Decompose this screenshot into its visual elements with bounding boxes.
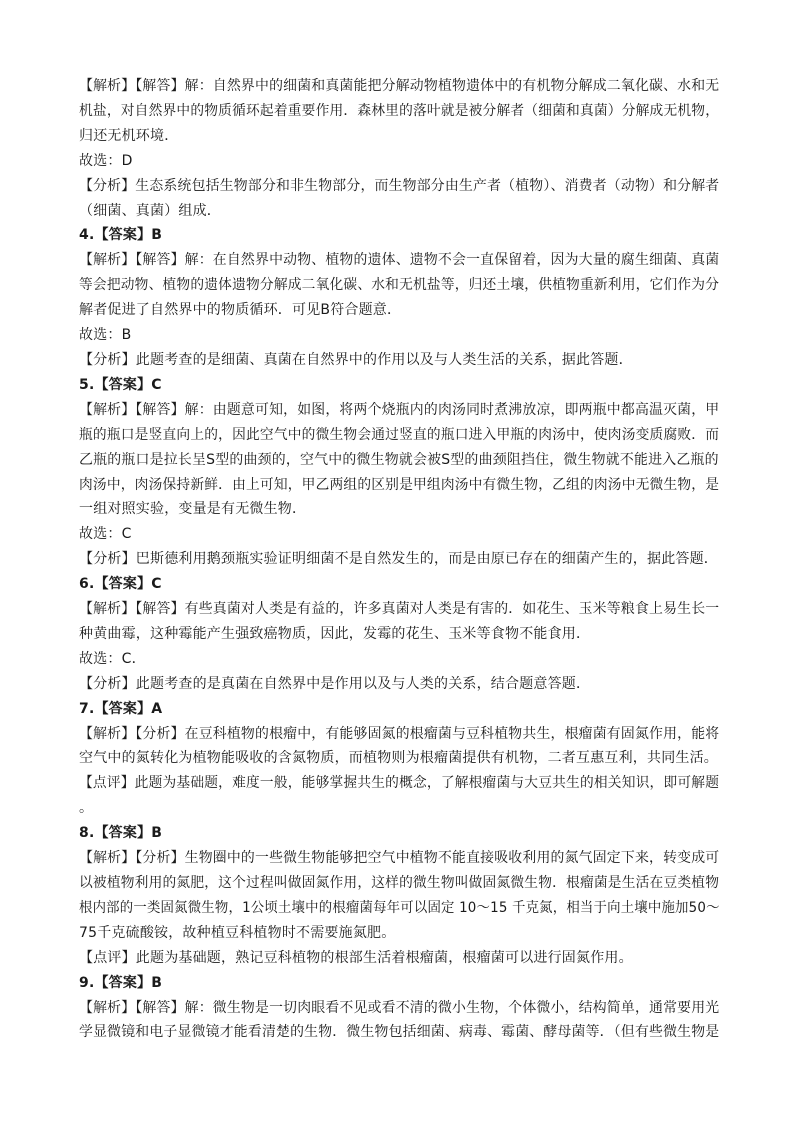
text-line: 【解析】【解答】解：微生物是一切肉眼看不见或看不清的微小生物，个体微小，结构简单，通常要用光 — [79, 999, 720, 1016]
answer-heading: 6.【答案】C — [79, 576, 162, 593]
text-line: 【解析】【分析】在豆科植物的根瘤中，有能够固氮的根瘤菌与豆科植物共生，根瘤菌有固氮作用，能将 — [79, 725, 720, 742]
text-line: 以被植物利用的氮肥，这个过程叫做固氮作用，这样的微生物叫做固氮微生物．根瘤菌是生活在豆类植物 — [79, 875, 720, 891]
answer-heading: 8.【答案】B — [79, 825, 163, 842]
answer-heading: 5.【答案】C — [79, 376, 162, 393]
text-line: 【解析】【解答】解：自然界中的细菌和真菌能把分解动物植物遗体中的有机物分解成二氧化碳、水和无 — [79, 78, 720, 94]
text-line: 【解析】【解答】有些真菌对人类是有益的，许多真菌对人类是有害的．如花生、玉米等粮食上易生长一 — [79, 601, 720, 618]
text-line: 【分析】此题考查的是细菌、真菌在自然界中的作用以及与人类生活的关系，据此答题． — [79, 351, 633, 368]
text-line: 故选：C． — [79, 650, 146, 667]
answer-heading: 9.【答案】B — [79, 974, 163, 991]
text-line: 等会把动物、植物的遗体遗物分解成二氧化碳、水和无机盐等，归还土壤，供植物重新利用，它们作为分 — [79, 277, 720, 294]
text-line: 学显微镜和电子显微镜才能看清楚的生物．微生物包括细菌、病毒、霉菌、酵母菌等．（但有些微生物是 — [79, 1024, 720, 1041]
text-line: 【解析】【分析】生物圈中的一些微生物能够把空气中植物不能直接吸收利用的氮气固定下来，转变成可 — [79, 850, 720, 867]
text-line: 瓶的瓶口是竖直向上的，因此空气中的微生物会通过竖直的瓶口进入甲瓶的肉汤中，使肉汤变质腐败．而 — [79, 426, 720, 443]
document-body — [79, 74, 719, 1045]
text-line: 机盐，对自然界中的物质循环起着重要作用．森林里的落叶就是被分解者（细菌和真菌）分解成无机物， — [79, 102, 720, 119]
text-line: 故选：C — [79, 526, 132, 543]
text-line: 【点评】此题为基础题，熟记豆科植物的根部生活着根瘤菌，根瘤菌可以进行固氮作用。 — [79, 949, 633, 966]
text-line: 归还无机环境． — [79, 127, 179, 144]
text-line: 【解析】【解答】解：由题意可知，如图，将两个烧瓶内的肉汤同时煮沸放凉，即两瓶中都高温灭菌，甲 — [79, 401, 720, 418]
text-line: 种黄曲霉，这种霉能产生强致癌物质，因此，发霉的花生、玉米等食物不能食用． — [79, 625, 591, 642]
text-line: 空气中的氮转化为植物能吸收的含氮物质，而植物则为根瘤菌提供有机物，二者互惠互利，共同生活。 — [79, 750, 718, 767]
text-line: 。 — [79, 800, 94, 817]
text-line: 肉汤中，肉汤保持新鲜．由上可知，甲乙两组的区别是甲组肉汤中有微生物，乙组的肉汤中无微生物，是 — [79, 476, 720, 493]
text-line: 【分析】此题考查的是真菌在自然界中是作用以及与人类的关系，结合题意答题． — [79, 675, 591, 692]
text-line: 解者促进了自然界中的物质循环．可见B符合题意． — [79, 302, 402, 319]
text-line: 一组对照实验，变量是有无微生物． — [79, 501, 307, 518]
answer-heading: 7.【答案】A — [79, 700, 163, 717]
text-line: （细菌、真菌）组成． — [79, 202, 221, 219]
text-line: 【分析】生态系统包括生物部分和非生物部分，而生物部分由生产者（植物）、消费者（动物）和分解者 — [79, 177, 720, 194]
text-line: 故选：D — [79, 152, 133, 169]
text-line: 故选：B — [79, 327, 132, 344]
answer-heading: 4.【答案】B — [79, 227, 163, 244]
text-line: 【解析】【解答】解：在自然界中动物、植物的遗体、遗物不会一直保留着，因为大量的腐生细菌、真菌 — [79, 252, 720, 269]
text-line: 【分析】巴斯德利用鹅颈瓶实验证明细菌不是自然发生的，而是由原已存在的细菌产生的，据此答题． — [79, 551, 718, 568]
text-line: 根内部的一类固氮微生物，1公顷土壤中的根瘤菌每年可以固定 10～15 千克氮，相当于向土壤中施加50～ — [79, 899, 720, 916]
text-line: 75千克硫酸铵，故种植豆科植物时不需要施氮肥。 — [79, 924, 396, 941]
text-line: 【点评】此题为基础题，难度一般，能够掌握共生的概念，了解根瘤菌与大豆共生的相关知识，即可解题 — [79, 775, 720, 792]
text-line: 乙瓶的瓶口是拉长呈S型的曲颈的，空气中的微生物就会被S型的曲颈阻挡住，微生物就不能进入乙瓶的 — [79, 451, 719, 468]
